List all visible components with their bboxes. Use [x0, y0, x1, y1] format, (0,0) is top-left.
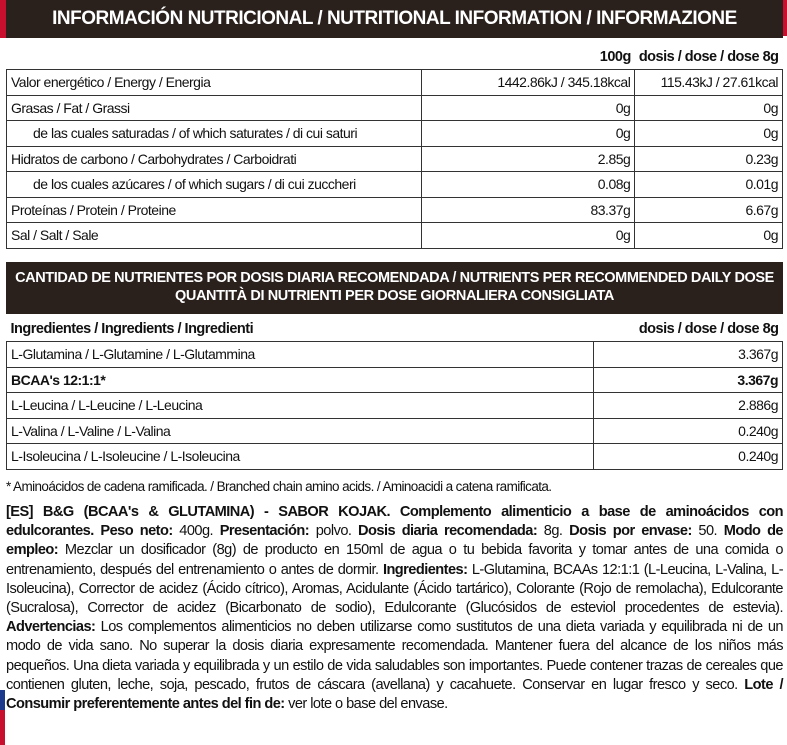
- dose-header-band: [6, 262, 783, 314]
- nutrient-dose: 115.43kJ / 27.61kcal: [635, 70, 783, 96]
- ingredient-value: 2.886g: [594, 393, 783, 419]
- nutrition-table-header: [7, 44, 783, 70]
- nutrition-header-title: INFORMACIÓN NUTRICIONAL / NUTRITIONAL INFORMATION / INFORMAZIONE NUTRIZIONALE: [52, 8, 737, 67]
- nutrient-label: de los cuales azúcares / of which sugars / di cui zuccheri: [7, 172, 422, 198]
- ingredient-value: 3.367g: [594, 342, 783, 368]
- ingredient-label: L-Leucina / L-Leucine / L-Leucina: [7, 393, 594, 419]
- desc-ingredients: L-Glutamina, BCAAs 12:1:1 (L-Leucina, L-Valina, L-Isoleucina), Corrector de acidez (Ácido cítrico), Aromas, Acidulante (Ácido tartárico), Colorante (Rojo de remolacha), Edulcorante (Sucralosa), Corrector de acidez (Bicarbonato de sodio), Edulcorante (Glucósidos de esteviol procedentes de estevia).: [6, 561, 784, 617]
- nutrient-dose: 0.23g: [635, 146, 783, 172]
- nutrient-label: Sal / Salt / Sale: [7, 223, 422, 249]
- desc-usage-label: Modo de empleo:: [6, 523, 784, 559]
- nutrient-dose: 0g: [635, 121, 783, 147]
- nutrition-header-100g: 100g: [422, 44, 635, 70]
- nutrient-dose: 0g: [635, 223, 783, 249]
- nutrient-dose: 6.67g: [635, 197, 783, 223]
- ingredient-value: 3.367g: [594, 367, 783, 393]
- dose-header-line1: CANTIDAD DE NUTRIENTES POR DOSIS DIARIA RECOMENDADA / NUTRIENTS PER RECOMMENDED DAILY DOSE: [15, 270, 774, 286]
- ingredient-label: L-Valina / L-Valine / L-Valina: [7, 418, 594, 444]
- table-row: [7, 418, 783, 444]
- table-row: [7, 197, 783, 223]
- table-row: [7, 367, 783, 393]
- nutrient-label: Proteínas / Protein / Proteine: [7, 197, 422, 223]
- nutrient-per100: 1442.86kJ / 345.18kcal: [422, 70, 635, 96]
- ingredient-value: 0.240g: [594, 444, 783, 470]
- nutrient-label: Hidratos de carbono / Carbohydrates / Carboidrati: [7, 146, 422, 172]
- table-row: [7, 95, 783, 121]
- table-row: [7, 172, 783, 198]
- table-row: [7, 393, 783, 419]
- nutrient-per100: 0g: [422, 95, 635, 121]
- table-row: [7, 223, 783, 249]
- nutrient-per100: 0g: [422, 121, 635, 147]
- ingredients-table-header: [7, 316, 783, 342]
- corner-decoration-red-bottom: [0, 710, 5, 745]
- desc-title: [ES] B&G (BCAA's & GLUTAMINA) - SABOR KOJAK. Complemento alimenticio a base de aminoácidos con edulcorantes. Peso neto:: [6, 504, 783, 540]
- nutrient-per100: 2.85g: [422, 146, 635, 172]
- nutrient-per100: 0g: [422, 223, 635, 249]
- ingredient-label: L-Glutamina / L-Glutamine / L-Glutammina: [7, 342, 594, 368]
- desc-lot: ver lote o base del envase.: [284, 696, 448, 713]
- table-row: [7, 121, 783, 147]
- ingredients-header-dose: dosis / dose / dose 8g: [594, 316, 783, 342]
- table-row: [7, 146, 783, 172]
- nutrition-header-dose: dosis / dose / dose 8g: [635, 44, 783, 70]
- desc-doses-per-pack: 50.: [691, 523, 718, 540]
- nutrient-per100: 0.08g: [422, 172, 635, 198]
- desc-daily-dose: 8g.: [537, 523, 570, 540]
- desc-usage: Mezclar un dosificador (8g) de producto en 150ml de agua o tu bebida favorita y tomar antes de una comida o entrenamiento, después del entrenamiento o antes de dormir.: [6, 542, 783, 578]
- product-description: [6, 503, 783, 714]
- nutrient-label: Grasas / Fat / Grassi: [7, 95, 422, 121]
- nutrition-table: [6, 44, 783, 249]
- desc-ingredients-label: Ingredientes:: [382, 561, 468, 578]
- ingredient-value: 0.240g: [594, 418, 783, 444]
- nutrient-dose: 0.01g: [635, 172, 783, 198]
- desc-daily-dose-label: Dosis diaria recomendada:: [358, 523, 538, 540]
- desc-lot-label: Lote / Consumir preferentemente antes del fin de:: [6, 676, 783, 713]
- desc-doses-per-pack-label: Dosis por envase:: [569, 523, 692, 540]
- ingredient-label: BCAA's 12:1:1*: [7, 367, 594, 393]
- nutrition-header-empty: [7, 44, 422, 70]
- desc-warnings-label: Advertencias:: [6, 619, 96, 636]
- table-row: [7, 342, 783, 368]
- nutrient-dose: 0g: [635, 95, 783, 121]
- table-row: [7, 70, 783, 96]
- table-row: [7, 444, 783, 470]
- desc-presentation: polvo.: [309, 523, 359, 540]
- desc-warnings: Los complementos alimenticios no deben utilizarse como sustitutos de una dieta variada y equilibrada ni de un modo de vida sano. No superar la dosis diaria expresamente recomendada. Mantener fuera del alcance de los niños más pequeños. Una dieta variada y equilibrada y un estilo de vida saludables son importantes. Puede contener trazas de cereales que contienen gluten, leche, soja, pescado, frutos de cáscara (avellana) y cacahuete. Conservar en lugar fresco y seco.: [6, 619, 783, 693]
- bcaa-footnote: * Aminoácidos de cadena ramificada. / Branched chain amino acids. / Aminoacidi a catena ramificata.: [6, 479, 552, 494]
- nutrient-label: Valor energético / Energy / Energia: [7, 70, 422, 96]
- desc-presentation-label: Presentación:: [219, 523, 310, 540]
- dose-header-line2: QUANTITÀ DI NUTRIENTI PER DOSE GIORNALIERA CONSIGLIATA: [175, 288, 614, 304]
- desc-net-weight: 400g.: [172, 523, 220, 540]
- ingredients-header-name: Ingredientes / Ingredients / Ingredienti: [7, 316, 594, 342]
- nutrient-per100: 83.37g: [422, 197, 635, 223]
- nutrient-label: de las cuales saturadas / of which saturates / di cui saturi: [7, 121, 422, 147]
- ingredient-label: L-Isoleucina / L-Isoleucine / L-Isoleucina: [7, 444, 594, 470]
- ingredients-table: [6, 316, 783, 470]
